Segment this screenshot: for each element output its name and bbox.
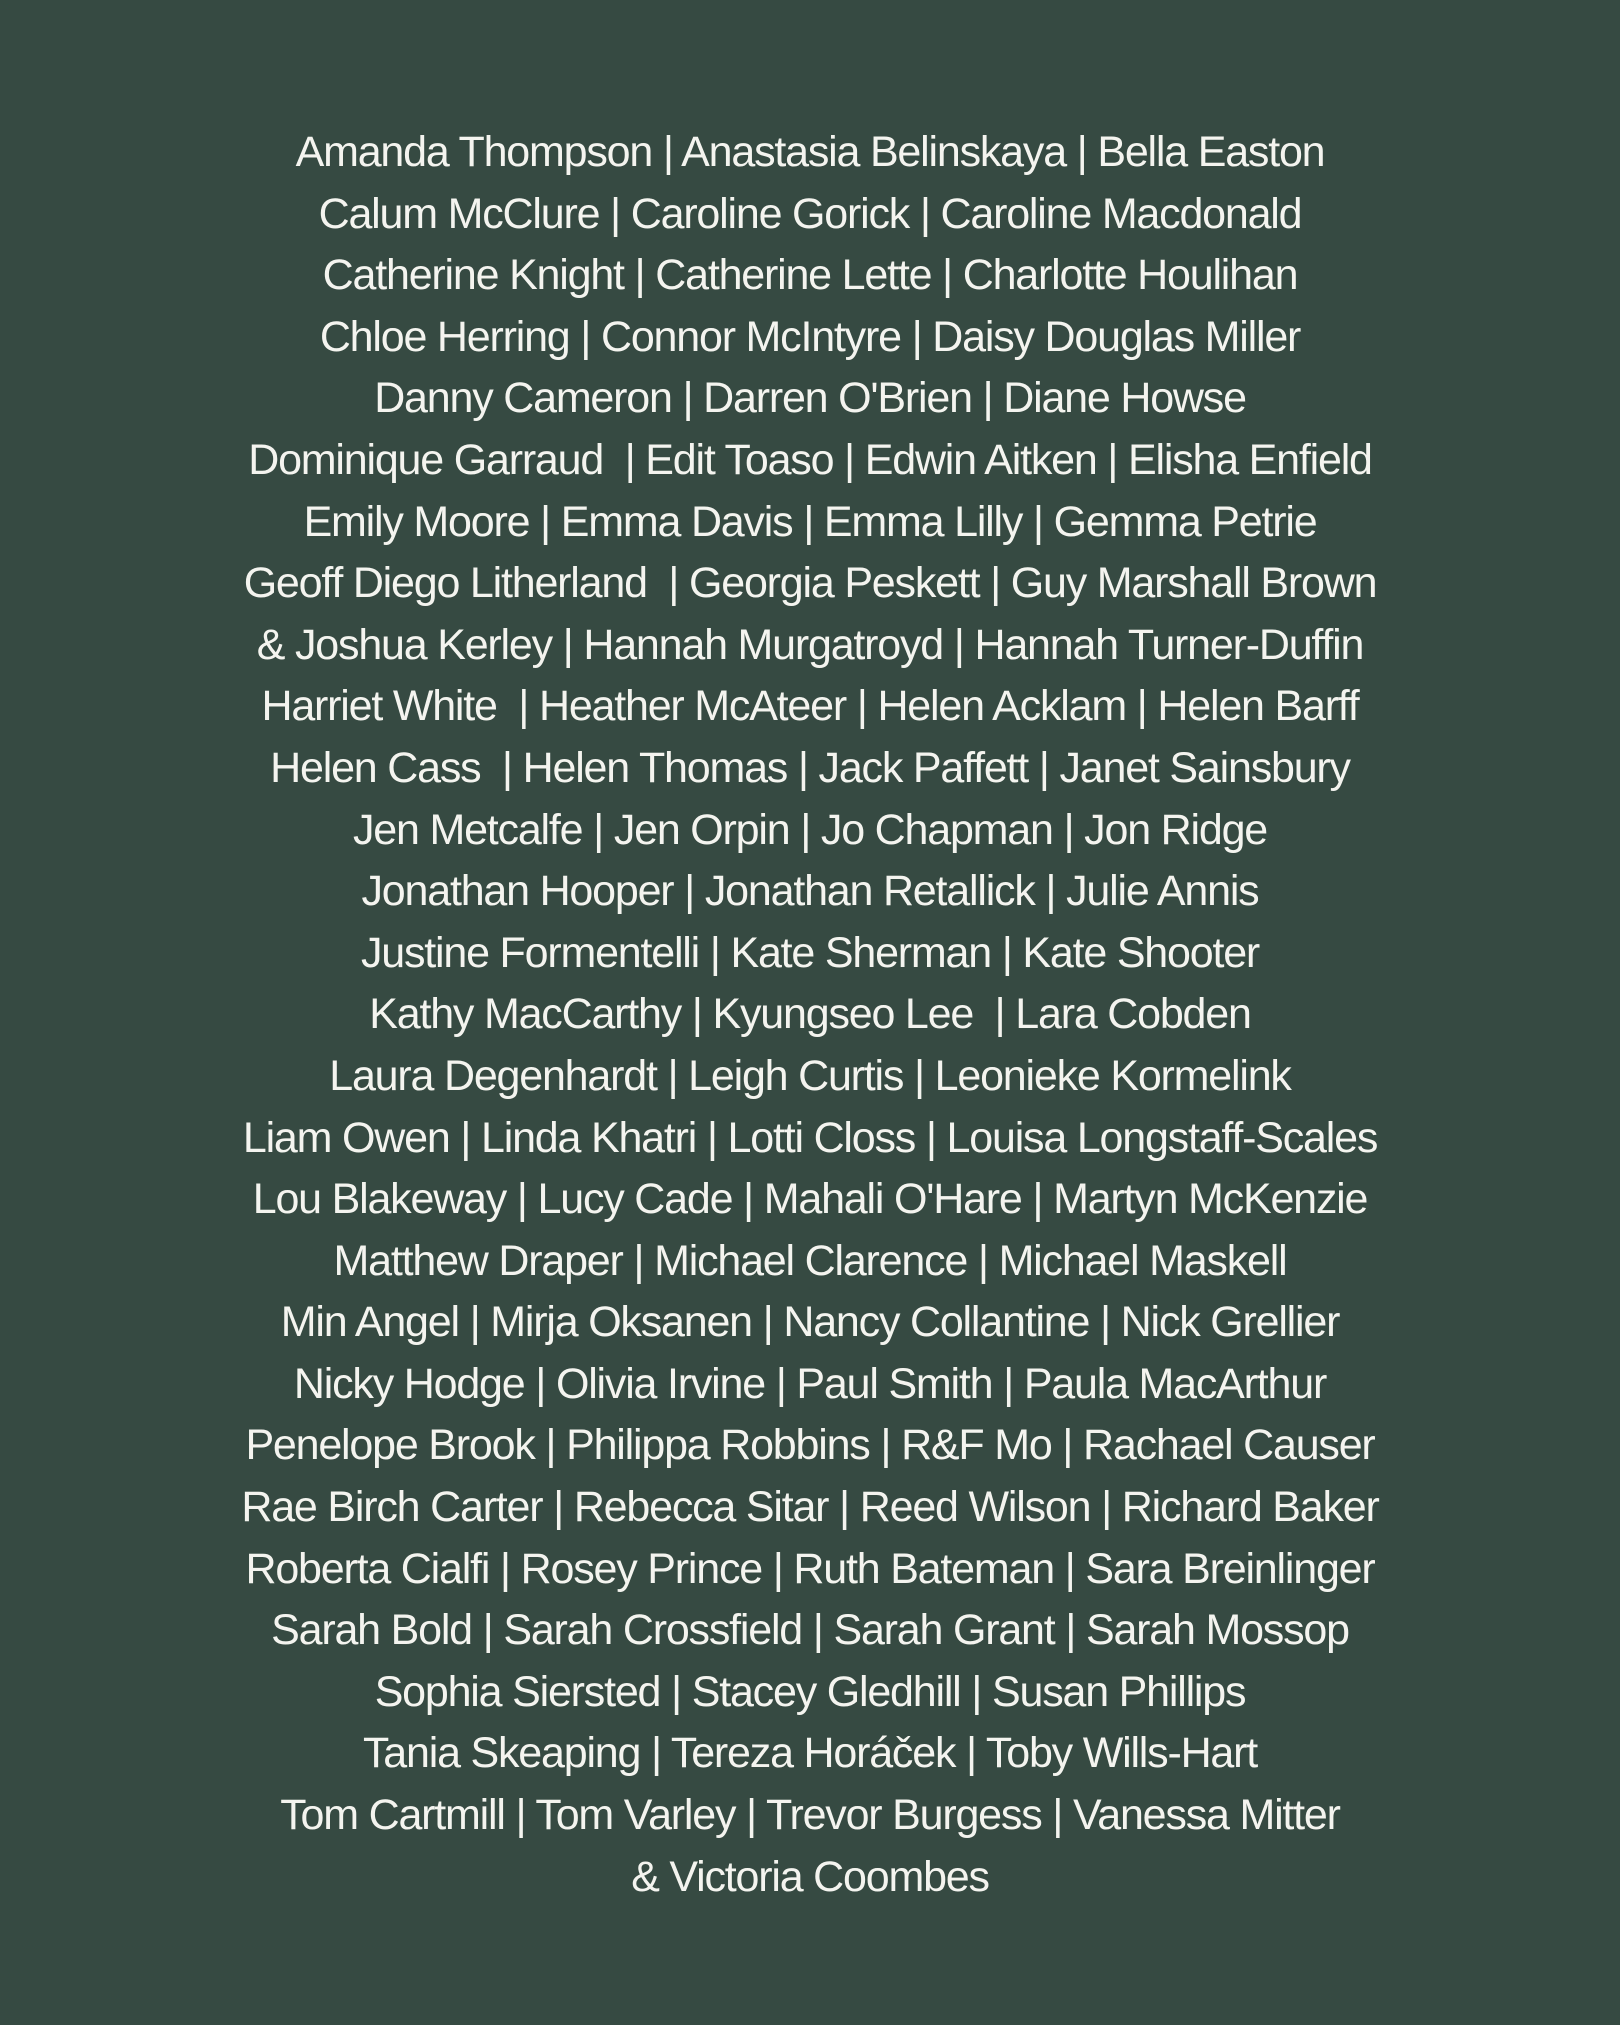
name-line: Justine Formentelli | Kate Sherman | Kate Shooter bbox=[360, 928, 1260, 977]
name-line: Emily Moore | Emma Davis | Emma Lilly | Gemma Petrie bbox=[303, 497, 1317, 546]
name-line: Matthew Draper | Michael Clarence | Michael Maskell bbox=[333, 1236, 1287, 1285]
name-line: Tania Skeaping | Tereza Horáček | Toby Wills-Hart bbox=[362, 1729, 1258, 1778]
name-line: Min Angel | Mirja Oksanen | Nancy Collantine | Nick Grellier bbox=[280, 1298, 1340, 1347]
name-line: & Victoria Coombes bbox=[631, 1852, 989, 1901]
name-line: & Joshua Kerley | Hannah Murgatroyd | Hannah Turner-Duffin bbox=[256, 620, 1364, 669]
name-line: Lou Blakeway | Lucy Cade | Mahali O'Hare | Martyn McKenzie bbox=[252, 1175, 1368, 1224]
name-line: Dominique Garraud | Edit Toaso | Edwin Aitken | Elisha Enfield bbox=[248, 435, 1372, 484]
name-line: Jen Metcalfe | Jen Orpin | Jo Chapman | Jon Ridge bbox=[352, 805, 1268, 854]
artist-names-list bbox=[0, 122, 1620, 1908]
name-line: Calum McClure | Caroline Gorick | Caroline Macdonald bbox=[318, 189, 1302, 238]
name-line: Geoff Diego Litherland | Georgia Peskett | Guy Marshall Brown bbox=[243, 559, 1377, 608]
name-line: Helen Cass | Helen Thomas | Jack Paffett | Janet Sainsbury bbox=[270, 743, 1350, 792]
name-line: Catherine Knight | Catherine Lette | Charlotte Houlihan bbox=[322, 251, 1298, 300]
name-line: Laura Degenhardt | Leigh Curtis | Leonieke Kormelink bbox=[329, 1051, 1291, 1100]
name-line: Kathy MacCarthy | Kyungseo Lee | Lara Cobden bbox=[369, 990, 1251, 1039]
name-line: Rae Birch Carter | Rebecca Sitar | Reed Wilson | Richard Baker bbox=[241, 1483, 1379, 1532]
name-line: Tom Cartmill | Tom Varley | Trevor Burgess | Vanessa Mitter bbox=[280, 1791, 1340, 1840]
name-line: Penelope Brook | Philippa Robbins | R&F Mo | Rachael Causer bbox=[245, 1421, 1375, 1470]
name-line: Danny Cameron | Darren O'Brien | Diane Howse bbox=[374, 374, 1246, 423]
name-line: Amanda Thompson | Anastasia Belinskaya | Bella Easton bbox=[295, 128, 1325, 176]
name-line: Nicky Hodge | Olivia Irvine | Paul Smith | Paula MacArthur bbox=[293, 1359, 1327, 1408]
name-line: Chloe Herring | Connor McIntyre | Daisy Douglas Miller bbox=[319, 312, 1301, 361]
name-line: Jonathan Hooper | Jonathan Retallick | Julie Annis bbox=[361, 867, 1259, 916]
name-line: Liam Owen | Linda Khatri | Lotti Closs | Louisa Longstaff-Scales bbox=[242, 1113, 1378, 1162]
name-line: Harriet White | Heather McAteer | Helen Acklam | Helen Barff bbox=[261, 682, 1359, 731]
name-line: Sarah Bold | Sarah Crossfield | Sarah Grant | Sarah Mossop bbox=[271, 1606, 1349, 1655]
name-line: Sophia Siersted | Stacey Gledhill | Susan Phillips bbox=[374, 1667, 1246, 1716]
name-line: Roberta Cialfi | Rosey Prince | Ruth Bateman | Sara Breinlinger bbox=[245, 1544, 1375, 1593]
